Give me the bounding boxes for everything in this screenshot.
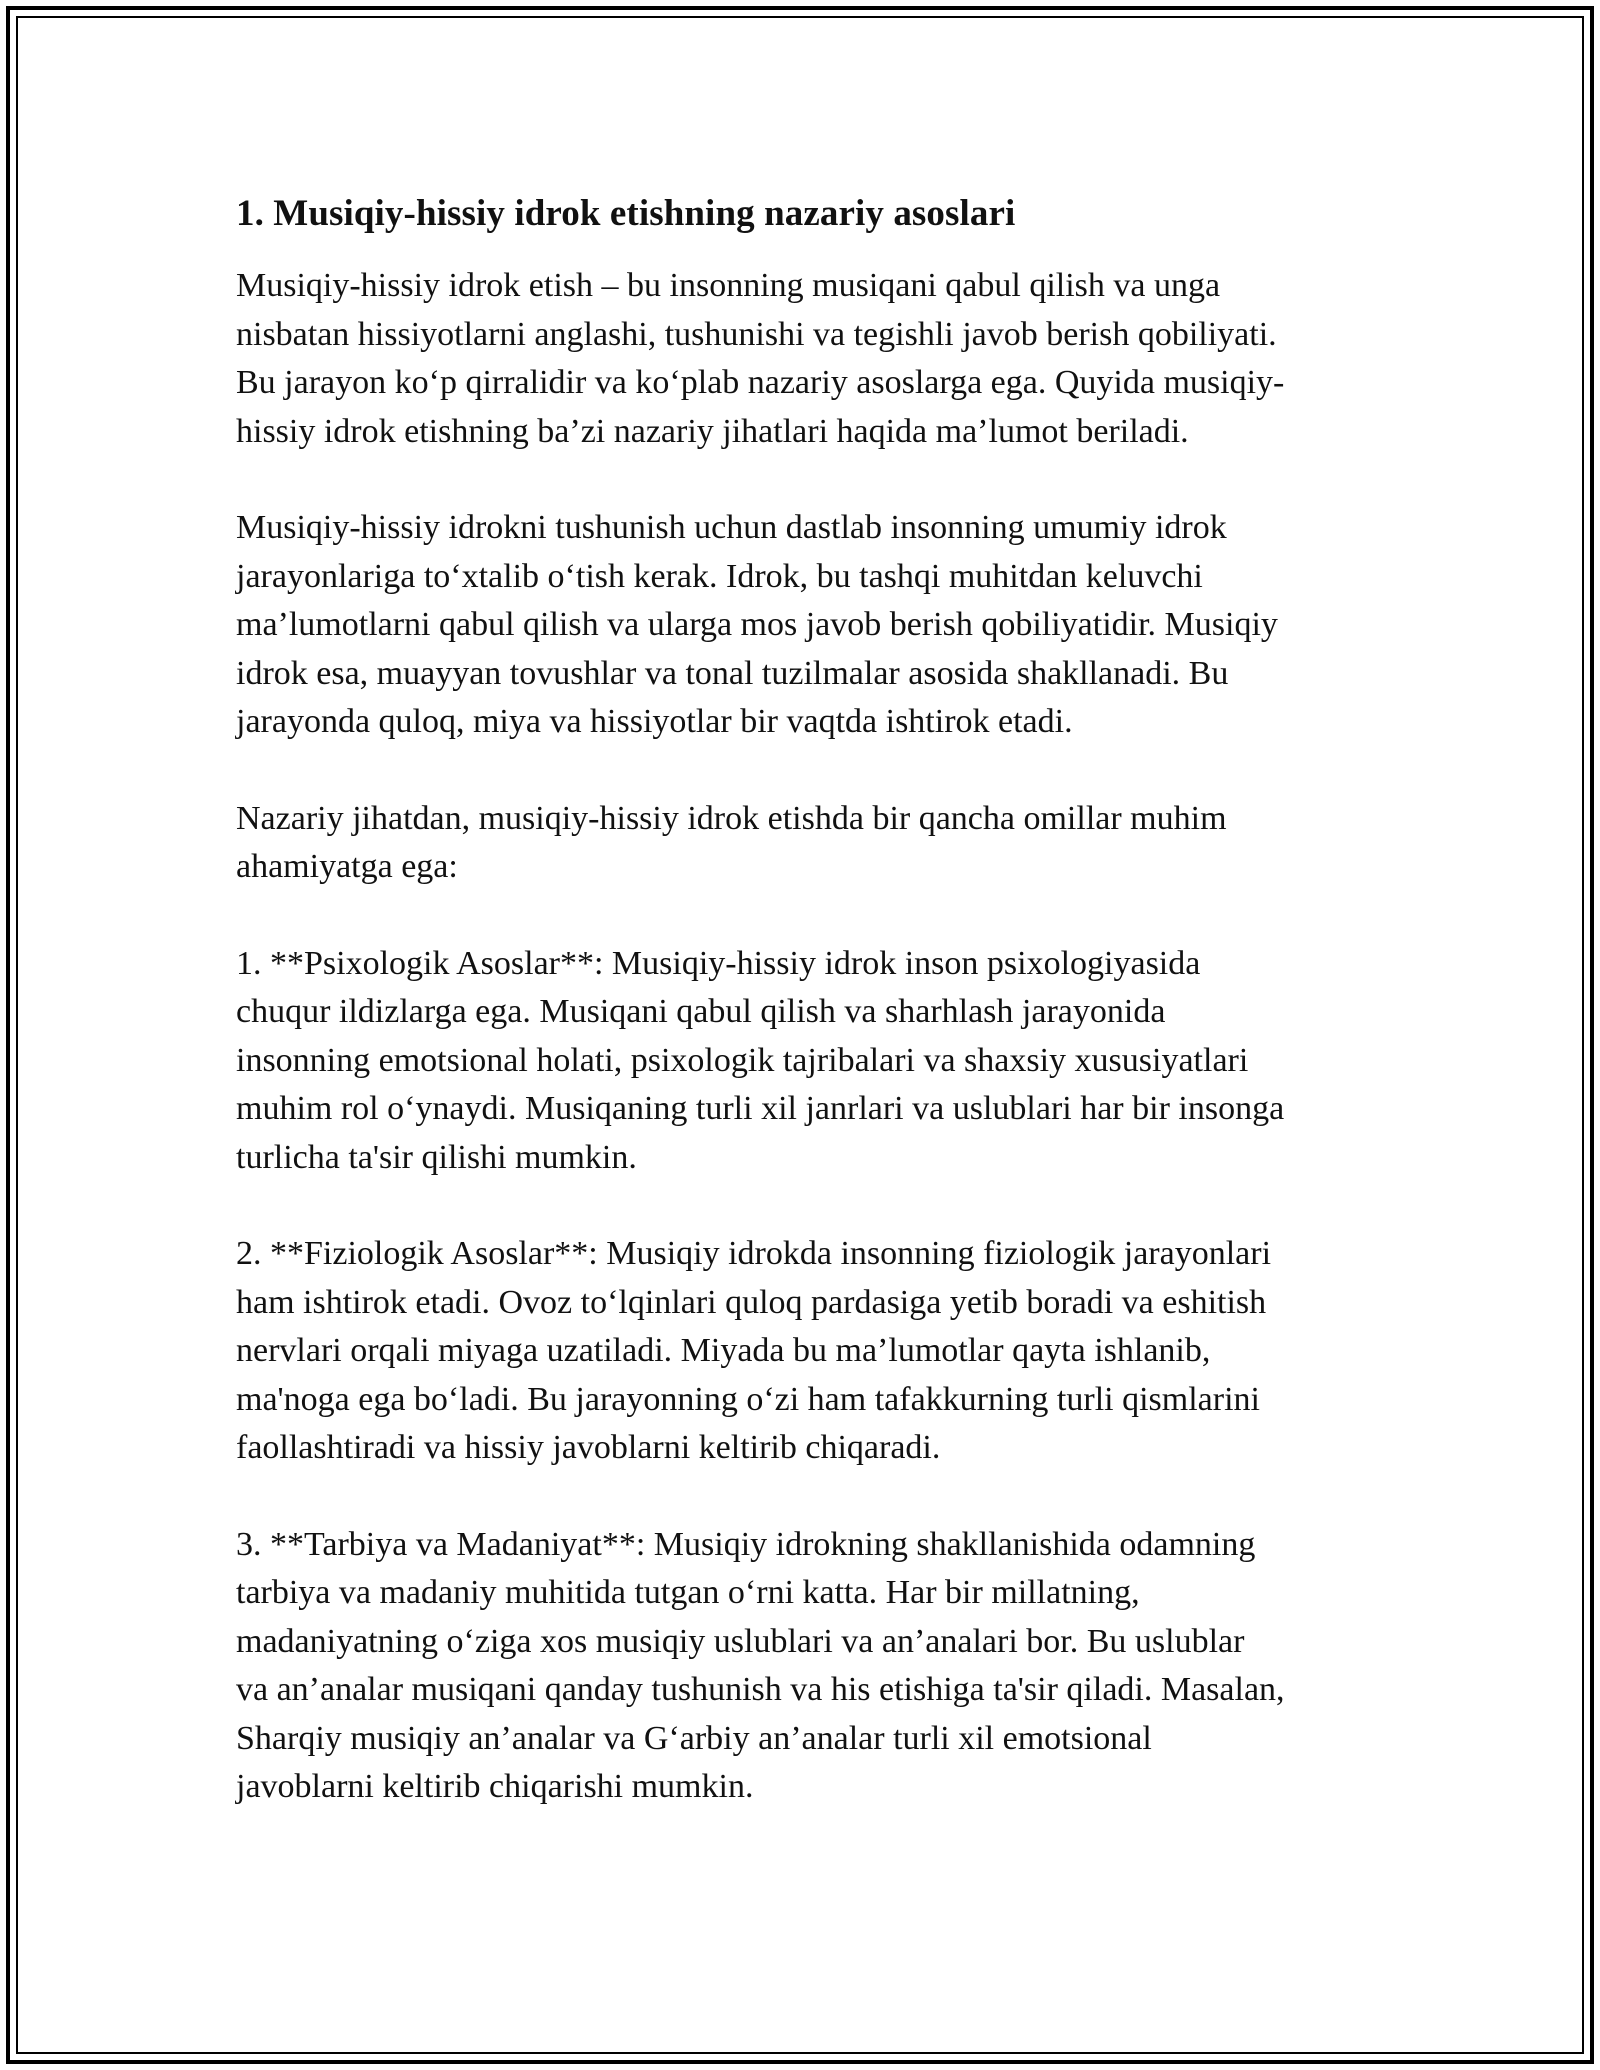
list-item-psychological: 1. **Psixologik Asoslar**: Musiqiy-hissiy idrok inson psixologiyasida chuqur ildizlarga ega. Musiqani qabul qilish va sharhlash jarayonida insonning emotsional holati, psixologik tajribalari va shaxsiy xususiyatlari muhim rol o‘ynaydi. Musiqaning turli xil janrlari va uslublari har bir insonga turlicha ta'sir qilishi mumkin.	[236, 944, 1285, 1176]
list-item-physiological: 2. **Fiziologik Asoslar**: Musiqiy idrokda insonning fiziologik jarayonlari ham ishtirok etadi. Ovoz to‘lqinlari quloq pardasiga yetib boradi va eshitish nervlari orqali miyaga uzatiladi. Miyada bu ma’lumotlar qayta ishlanib, ma'noga ega bo‘ladi. Bu jarayonning o‘zi ham tafakkurning turli qismlarini faollashtiradi va hissiy javoblarni keltirib chiqaradi.	[236, 1235, 1272, 1466]
paragraph-perception: Musiqiy-hissiy idrokni tushunish uchun dastlab insonning umumiy idrok jarayonlariga to‘xtalib o‘tish kerak. Idrok, bu tashqi muhitdan keluvchi ma’lumotlarni qabul qilish va ularga mos javob berish qobiliyatidir. Musiqiy idrok esa, muayyan tovushlar va tonal tuzilmalar asosida shakllanadi. Bu jarayonda quloq, miya va hissiyotlar bir vaqtda ishtirok etadi.	[236, 509, 1278, 740]
paragraph-intro: Musiqiy-hissiy idrok etish – bu insonning musiqani qabul qilish va unga nisbatan hissiyotlarni anglashi, tushunishi va tegishli javob berish qobiliyati. Bu jarayon ko‘p qirralidir va ko‘plab nazariy asoslarga ega. Quyida musiqiy- hissiy idrok etishning ba’zi nazariy jihatlari haqida ma’lumot beriladi.	[236, 267, 1285, 450]
document-body	[236, 186, 1386, 1860]
list-item-culture: 3. **Tarbiya va Madaniyat**: Musiqiy idrokning shakllanishida odamning tarbiya va madaniy muhitida tutgan o‘rni katta. Har bir millatning, madaniyatning o‘ziga xos musiqiy uslublari va an’analari bor. Bu uslublar va an’analar musiqani qanday tushunish va his etishiga ta'sir qiladi. Masalan, Sharqiy musiqiy an’analar va G‘arbiy an’analar turli xil emotsional javoblarni keltirib chiqarishi mumkin.	[236, 1525, 1285, 1805]
section-heading: 1. Musiqiy-hissiy idrok etishning nazariy asoslari	[236, 193, 1016, 234]
paragraph-factors-intro: Nazariy jihatdan, musiqiy-hissiy idrok etishda bir qancha omillar muhim ahamiyatga ega:	[236, 799, 1227, 885]
